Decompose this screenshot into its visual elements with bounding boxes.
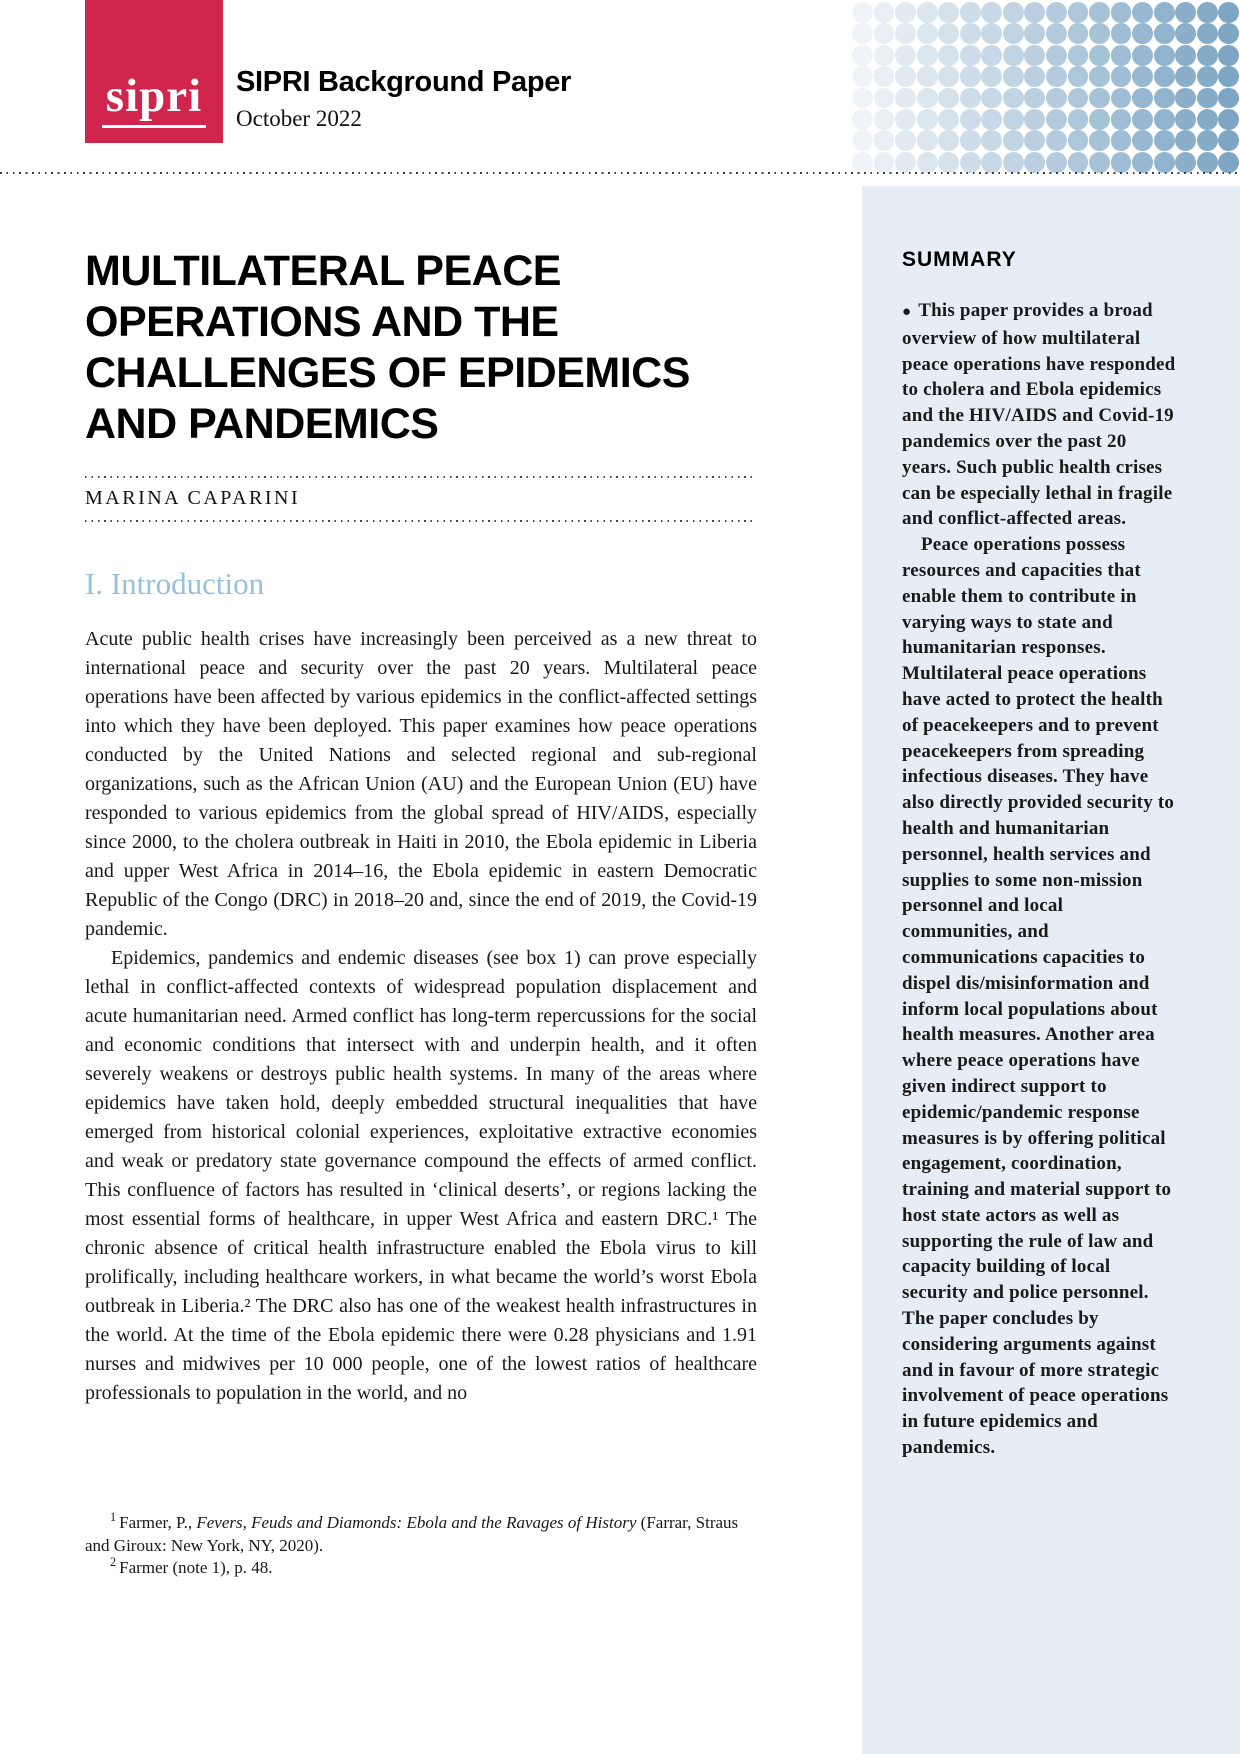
dot xyxy=(1024,130,1045,151)
dot xyxy=(1003,66,1024,87)
dot xyxy=(1003,152,1024,173)
dot xyxy=(938,88,959,109)
dot xyxy=(1197,66,1218,87)
dot xyxy=(1068,130,1089,151)
dot xyxy=(1068,45,1089,66)
dot xyxy=(1154,152,1175,173)
section-heading-introduction: I. Introduction xyxy=(85,566,265,601)
dot xyxy=(874,45,895,66)
dot xyxy=(1046,45,1067,66)
dot xyxy=(1068,109,1089,130)
dot xyxy=(1197,109,1218,130)
dot xyxy=(1046,66,1067,87)
dot xyxy=(852,109,873,130)
header-dotted-rule xyxy=(0,172,1240,174)
dot xyxy=(1197,23,1218,44)
dot xyxy=(1024,109,1045,130)
dot xyxy=(1089,109,1110,130)
author-block xyxy=(85,476,757,522)
dot xyxy=(1089,88,1110,109)
dot xyxy=(1068,66,1089,87)
main-column xyxy=(85,246,757,1408)
dot xyxy=(1175,88,1196,109)
dot xyxy=(1132,130,1153,151)
dot-gradient-pattern xyxy=(852,2,1240,174)
publication-date: October 2022 xyxy=(236,106,362,131)
dot xyxy=(852,2,873,23)
dot xyxy=(874,23,895,44)
summary-paragraph xyxy=(902,298,1176,532)
dot xyxy=(1024,66,1045,87)
dot xyxy=(1197,130,1218,151)
dot xyxy=(938,45,959,66)
dot xyxy=(917,66,938,87)
dot xyxy=(1154,88,1175,109)
dot xyxy=(1154,130,1175,151)
dot xyxy=(981,2,1002,23)
dot xyxy=(1111,152,1132,173)
dot xyxy=(852,45,873,66)
dot xyxy=(1132,152,1153,173)
dot xyxy=(981,130,1002,151)
dot xyxy=(852,130,873,151)
footnote-1-book-title: Fevers, Feuds and Diamonds: Ebola and the Ravages of History xyxy=(196,1513,637,1532)
footnotes xyxy=(85,1512,757,1580)
author-dotted-rule-bottom xyxy=(85,520,757,522)
dot xyxy=(1154,23,1175,44)
dot xyxy=(1003,130,1024,151)
dot xyxy=(1003,109,1024,130)
dot xyxy=(917,2,938,23)
dot xyxy=(1132,2,1153,23)
footnote-2-marker: 2 xyxy=(110,1555,117,1570)
footnote-2 xyxy=(85,1557,757,1580)
summary-heading: SUMMARY xyxy=(902,248,1017,271)
dot xyxy=(981,88,1002,109)
dot xyxy=(852,23,873,44)
dot xyxy=(1132,109,1153,130)
dot xyxy=(895,130,916,151)
dot xyxy=(1046,2,1067,23)
dot xyxy=(1003,2,1024,23)
dot xyxy=(1089,66,1110,87)
dot xyxy=(960,66,981,87)
dot xyxy=(938,109,959,130)
dot xyxy=(938,152,959,173)
dot xyxy=(1154,66,1175,87)
article-title-line: CHALLENGES OF EPIDEMICS xyxy=(85,349,690,397)
dot xyxy=(960,23,981,44)
dot xyxy=(1218,130,1239,151)
footnote-1 xyxy=(85,1512,757,1557)
dot xyxy=(1089,130,1110,151)
bullet-icon: ● xyxy=(902,304,912,320)
article-title-line: OPERATIONS AND THE xyxy=(85,298,559,346)
dot xyxy=(981,109,1002,130)
dot xyxy=(1003,23,1024,44)
summary-paragraph-text: This paper provides a broad overview of how multilateral peace operations have responded to cholera and Ebola epidemics and the HIV/AIDS and Covid-19 pandemics over the past 20 years. Such public health crises can be especially lethal in fragile and conflict-affected areas. xyxy=(902,300,1176,530)
dot xyxy=(917,152,938,173)
body-paragraph: Epidemics, pandemics and endemic diseases (see box 1) can prove especially lethal in conflict-affected contexts of widespread population displacement and acute humanitarian need. Armed conflict has long-term repercussions for the social and economic conditions that intersect with and underpin health, and it often severely weakens or destroys public health systems. In many of the areas where epidemics have taken hold, deeply embedded structural inequalities that have emerged from historical colonial experiences, exploitative extractive economies and weak or predatory state governance compound the effects of armed conflict. This confluence of factors has resulted in ‘clinical deserts’, or regions lacking the most essential forms of healthcare, in upper West Africa and eastern DRC.¹ The chronic absence of critical health infrastructure enabled the Ebola virus to kill prolifically, including healthcare workers, in what became the world’s worst Ebola outbreak in Liberia.² The DRC also has one of the weakest health infrastructures in the world. At the time of the Ebola epidemic there were 0.28 physicians and 1.91 nurses and midwives per 10 000 people, one of the lowest ratios of healthcare professionals to population in the world, and no xyxy=(85,947,757,1404)
dot xyxy=(1175,66,1196,87)
dot xyxy=(1197,152,1218,173)
dot xyxy=(1046,130,1067,151)
dot xyxy=(1068,2,1089,23)
dot xyxy=(960,152,981,173)
dot xyxy=(1046,23,1067,44)
dot xyxy=(895,66,916,87)
dot xyxy=(1218,66,1239,87)
dot xyxy=(1132,45,1153,66)
dot xyxy=(917,88,938,109)
dot xyxy=(1068,88,1089,109)
dot xyxy=(1175,130,1196,151)
dot xyxy=(1024,152,1045,173)
dot xyxy=(1111,109,1132,130)
dot xyxy=(1024,23,1045,44)
dot xyxy=(895,88,916,109)
dot xyxy=(1111,130,1132,151)
dot xyxy=(1132,66,1153,87)
dot xyxy=(1132,23,1153,44)
dot xyxy=(1218,45,1239,66)
summary-paragraph: Peace operations possess resources and capacities that enable them to contribute in varying ways to state and humanitarian responses. Multilateral peace operations have acted to protect the health of peacekeepers and to prevent peacekeepers from spreading infectious diseases. They have also directly provided security to health and humanitarian personnel, health services and supplies to some non-mission personnel and local communities, and communications capacities to dispel dis/misinformation and inform local populations about health measures. Another area where peace operations have given indirect support to epidemic/pandemic response measures is by offering political engagement, coordination, training and material support to host state actors as well as supporting the rule of law and capacity building of local security and police personnel. The paper concludes by considering arguments against and in favour of more strategic involvement of peace operations in future epidemics and pandemics. xyxy=(902,534,1175,1459)
dot xyxy=(1197,2,1218,23)
dot xyxy=(1197,88,1218,109)
dot xyxy=(874,130,895,151)
dot xyxy=(1175,109,1196,130)
dot xyxy=(917,45,938,66)
footnote-1-marker: 1 xyxy=(110,1510,117,1525)
dot xyxy=(960,88,981,109)
dot xyxy=(981,152,1002,173)
summary-sidebar xyxy=(862,186,1240,1754)
dot xyxy=(1089,152,1110,173)
dot xyxy=(917,109,938,130)
dot xyxy=(874,152,895,173)
dot xyxy=(1068,23,1089,44)
dot xyxy=(1154,2,1175,23)
dot xyxy=(1175,45,1196,66)
dot xyxy=(1111,2,1132,23)
dot xyxy=(1218,23,1239,44)
dot xyxy=(1154,109,1175,130)
dot xyxy=(1111,23,1132,44)
dot xyxy=(1175,152,1196,173)
publication-title: SIPRI Background Paper xyxy=(236,66,572,98)
dot xyxy=(917,130,938,151)
dot xyxy=(1024,88,1045,109)
dot xyxy=(895,45,916,66)
dot xyxy=(938,2,959,23)
dot xyxy=(938,66,959,87)
author-name: MARINA CAPARINI xyxy=(85,487,301,509)
dot xyxy=(1024,45,1045,66)
dot xyxy=(1218,2,1239,23)
dot xyxy=(1111,88,1132,109)
dot xyxy=(852,152,873,173)
dot xyxy=(852,88,873,109)
dot xyxy=(1132,88,1153,109)
dot xyxy=(1046,152,1067,173)
dot xyxy=(1218,88,1239,109)
dot xyxy=(960,45,981,66)
dot xyxy=(1046,109,1067,130)
dot xyxy=(938,23,959,44)
dot xyxy=(1068,152,1089,173)
article-title-line: AND PANDEMICS xyxy=(85,400,439,448)
dot xyxy=(1218,109,1239,130)
dot xyxy=(895,109,916,130)
article-title xyxy=(85,246,757,450)
dot xyxy=(1175,23,1196,44)
dot xyxy=(1111,66,1132,87)
dot xyxy=(981,45,1002,66)
dot xyxy=(960,109,981,130)
dot xyxy=(1024,2,1045,23)
dot xyxy=(1175,2,1196,23)
article-title-line: MULTILATERAL PEACE xyxy=(85,247,561,295)
dot xyxy=(917,23,938,44)
dot xyxy=(1154,45,1175,66)
dot xyxy=(960,130,981,151)
dot xyxy=(981,23,1002,44)
dot xyxy=(1089,45,1110,66)
dot xyxy=(874,88,895,109)
dot xyxy=(895,2,916,23)
footnote-2-text: Farmer (note 1), p. 48. xyxy=(119,1558,273,1577)
dot xyxy=(960,2,981,23)
footnote-1-text: Farmer, P., xyxy=(119,1513,197,1532)
dot xyxy=(852,66,873,87)
sipri-logo xyxy=(85,0,223,143)
dot xyxy=(1003,88,1024,109)
dot xyxy=(938,130,959,151)
dot xyxy=(1197,45,1218,66)
dot xyxy=(1003,45,1024,66)
dot xyxy=(1046,88,1067,109)
dot xyxy=(1089,2,1110,23)
dot xyxy=(1218,152,1239,173)
body-paragraph: Acute public health crises have increasingly been perceived as a new threat to international peace and security over the past 20 years. Multilateral peace operations have been affected by various epidemics in the conflict-affected settings into which they have been deployed. This paper examines how peace operations conducted by the United Nations and selected regional and sub-regional organizations, such as the African Union (AU) and the European Union (EU) have responded to various epidemics from the global spread of HIV/AIDS, especially since 2000, to the cholera outbreak in Haiti in 2010, the Ebola epidemic in Liberia and upper West Africa in 2014–16, the Ebola epidemic in eastern Democratic Republic of the Congo (DRC) in 2018–20 and, since the end of 2019, the Covid-19 pandemic. xyxy=(85,628,757,940)
dot xyxy=(895,23,916,44)
dot xyxy=(981,66,1002,87)
dot xyxy=(895,152,916,173)
footnote-1-suffix: (Farrar, Straus and Giroux: New York, NY, 2020). xyxy=(85,1513,739,1555)
dot xyxy=(1111,45,1132,66)
dot xyxy=(874,2,895,23)
dot xyxy=(1089,23,1110,44)
dot xyxy=(874,109,895,130)
sipri-logo-text: sipri xyxy=(102,77,206,128)
article-body xyxy=(85,625,757,1408)
dot xyxy=(874,66,895,87)
